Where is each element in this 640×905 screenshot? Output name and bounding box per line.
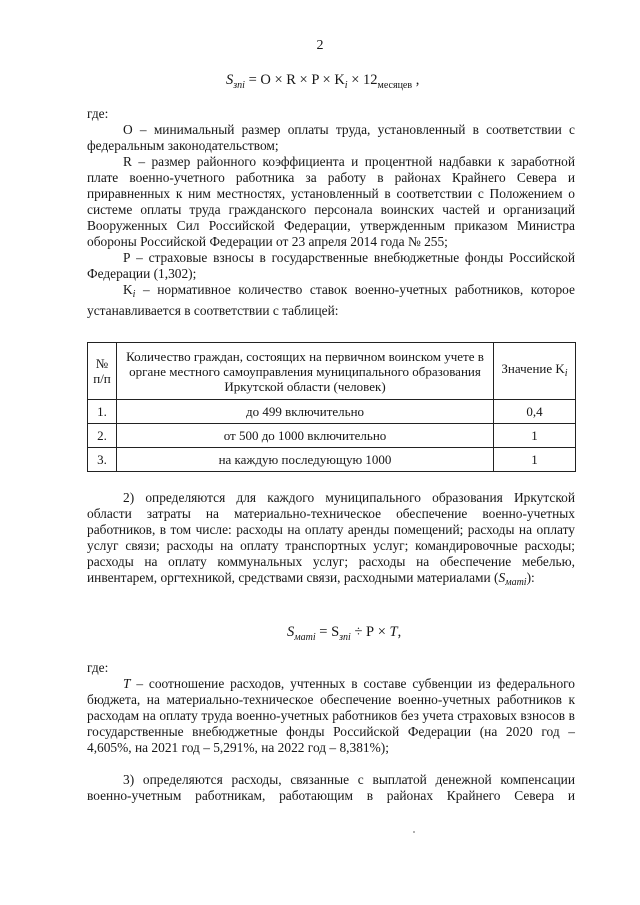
table-row [88, 424, 576, 448]
definitions-block [87, 122, 575, 319]
where-label-2: где: [87, 660, 109, 675]
page-number: 2 [316, 38, 324, 53]
row-num: 2. [88, 424, 117, 448]
paragraph-2: 2) определяются для каждого муниципального образования Иркутской области затраты на материально-техническое обеспечение военно-учетных работников, в том числе: расходы на оплату аренды помещений; расходы на оплату услуг связи; расходы на оплату транспортных услуг; командировочные расходы; расходы на оплату коммунальных услуг; расходы на обеспечение мебелью, инвентарем, оргтехникой, средствами связи, расходными материалами $(S_{матi})$: [87, 490, 575, 588]
formula-payroll: $S_{зпi} = О \times R \times P \times K_i \times 12_{месяцев}$ , [226, 72, 420, 91]
header-num: № п/п [88, 343, 117, 400]
row-count: до 499 включительно [117, 400, 494, 424]
row-value: 1 [494, 448, 576, 472]
row-value: 0,4 [494, 400, 576, 424]
header-count: Количество граждан, состоящих на первичном воинском учете в органе местного самоуправления муниципального образования Иркутской области (человек) [117, 343, 494, 400]
row-num: 1. [88, 400, 117, 424]
paragraph-3: 3) определяются расходы, связанные с выплатой денежной компенсации военно-учетным работникам, работающим в районах Крайнего Севера и [87, 772, 575, 803]
header-value: Значение $K_i$ [494, 343, 576, 400]
row-count: от 500 до 1000 включительно [117, 424, 494, 448]
scan-speck [413, 831, 415, 833]
rates-table [87, 342, 576, 472]
row-count: на каждую последующую 1000 [117, 448, 494, 472]
where-label-1: где: [87, 106, 109, 121]
definition-o: О – минимальный размер оплаты труда, установленный в соответствии с федеральным законодательством; [87, 122, 575, 153]
table-row [88, 400, 576, 424]
definition-r: R – размер районного коэффициента и процентной надбавки к заработной плате военно-учетного работника за работу в районах Крайнего Севера и приравненных к ним местностях, установленный в соответствии с Положением о системе оплаты труда гражданского персонала воинских частей и организаций Вооруженных Сил Российской Федерации, утвержденным приказом Министра обороны Российской Федерации от 23 апреля 2014 года № 255; [87, 154, 575, 249]
row-value: 1 [494, 424, 576, 448]
formula-materials: $S_{матi} = S_{зпi} \div Р \times T$, [287, 624, 402, 643]
definition-p: Р – страховые взносы в государственные внебюджетные фонды Российской Федерации (1,302); [87, 250, 575, 281]
table-header-row [88, 343, 576, 400]
table-row [88, 448, 576, 472]
row-num: 3. [88, 448, 117, 472]
definition-k: $K_i$ – нормативное количество ставок военно-учетных работников, которое устанавливается в соответствии с таблицей: [87, 282, 575, 318]
definition-t: T – соотношение расходов, учтенных в составе субвенции из федерального бюджета, на материально-техническое обеспечение военно-учетных работников к расходам на оплату труда военно-учетных работников без учета страховых взносов в государственные внебюджетные фонды Российской Федерации (на 2020 год – 4,605%, на 2021 год – 5,291%, на 2022 год – 8,381%); [87, 676, 575, 755]
